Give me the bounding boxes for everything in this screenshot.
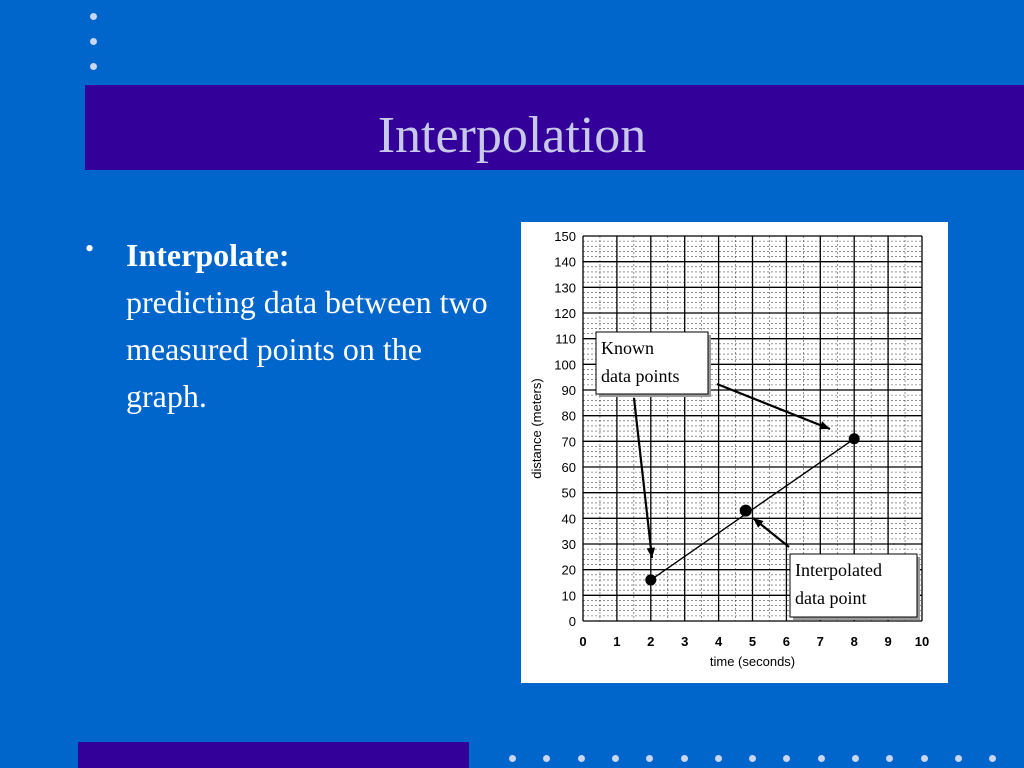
x-tick-label: 6	[782, 634, 791, 649]
y-tick-label: 60	[561, 460, 576, 475]
x-tick-label: 7	[816, 634, 824, 649]
y-tick-label: 110	[555, 331, 576, 347]
known-arrow	[717, 384, 830, 429]
y-tick-label: 50	[561, 485, 576, 501]
y-tick-label: 80	[561, 408, 576, 424]
x-tick-label: 3	[681, 634, 689, 649]
x-tick-label: 5	[748, 634, 757, 649]
interpolated-callout-label: Interpolated	[795, 560, 882, 580]
bullet-description: predicting data between two measured points on the graph.	[126, 284, 488, 414]
x-tick-label: 1	[613, 634, 621, 649]
y-tick-label: 10	[561, 588, 576, 604]
x-tick-label: 10	[914, 634, 930, 649]
known-callout-label: data points	[601, 366, 680, 386]
decor-dot	[749, 755, 756, 762]
interpolation-chart	[521, 222, 948, 683]
y-tick-label: 30	[561, 537, 576, 552]
y-tick-label: 70	[561, 434, 576, 450]
decor-dot	[886, 755, 893, 762]
decor-dot	[921, 755, 928, 762]
x-tick-label: 0	[579, 634, 587, 649]
y-tick-label: 20	[561, 562, 576, 578]
y-tick-label: 120	[554, 306, 576, 321]
decor-dot	[852, 755, 859, 762]
bullet-item	[126, 232, 506, 420]
known-data-point	[849, 433, 860, 444]
x-axis-label: time (seconds)	[709, 654, 796, 669]
bullet-marker: •	[85, 234, 95, 263]
bullet-term: Interpolate:	[126, 237, 290, 273]
interpolated-data-point	[740, 505, 752, 517]
footer-bar	[78, 742, 469, 768]
y-tick-label: 0	[568, 614, 576, 629]
interpolated-callout-label: data point	[795, 588, 867, 608]
decor-dot	[90, 13, 97, 20]
known-callout-label: Known	[601, 338, 654, 358]
decor-dot	[818, 755, 825, 762]
y-axis-label: distance (meters)	[529, 378, 544, 479]
decor-dot	[90, 38, 97, 45]
y-tick-label: 150	[554, 229, 576, 244]
decor-dot	[612, 755, 619, 762]
chart-panel	[521, 222, 948, 683]
decor-dot	[989, 755, 996, 762]
y-tick-label: 40	[561, 511, 576, 527]
decor-dot	[578, 755, 585, 762]
y-tick-label: 140	[554, 254, 576, 270]
decor-dot	[783, 755, 790, 762]
x-tick-label: 2	[647, 634, 655, 649]
known-data-point	[645, 574, 656, 585]
decor-dot	[646, 755, 653, 762]
x-tick-label: 8	[850, 634, 858, 649]
x-tick-label: 9	[884, 634, 892, 649]
decor-dot	[90, 63, 97, 70]
page-title: Interpolation	[377, 107, 647, 164]
decor-dot	[715, 755, 722, 762]
y-tick-label: 130	[554, 280, 576, 296]
decor-dot	[509, 755, 516, 762]
decor-dot	[955, 755, 962, 762]
decor-dot	[681, 755, 688, 762]
y-tick-label: 90	[561, 383, 576, 398]
y-tick-label: 100	[554, 357, 576, 373]
x-tick-label: 4	[714, 634, 723, 649]
decor-dot	[543, 755, 550, 762]
